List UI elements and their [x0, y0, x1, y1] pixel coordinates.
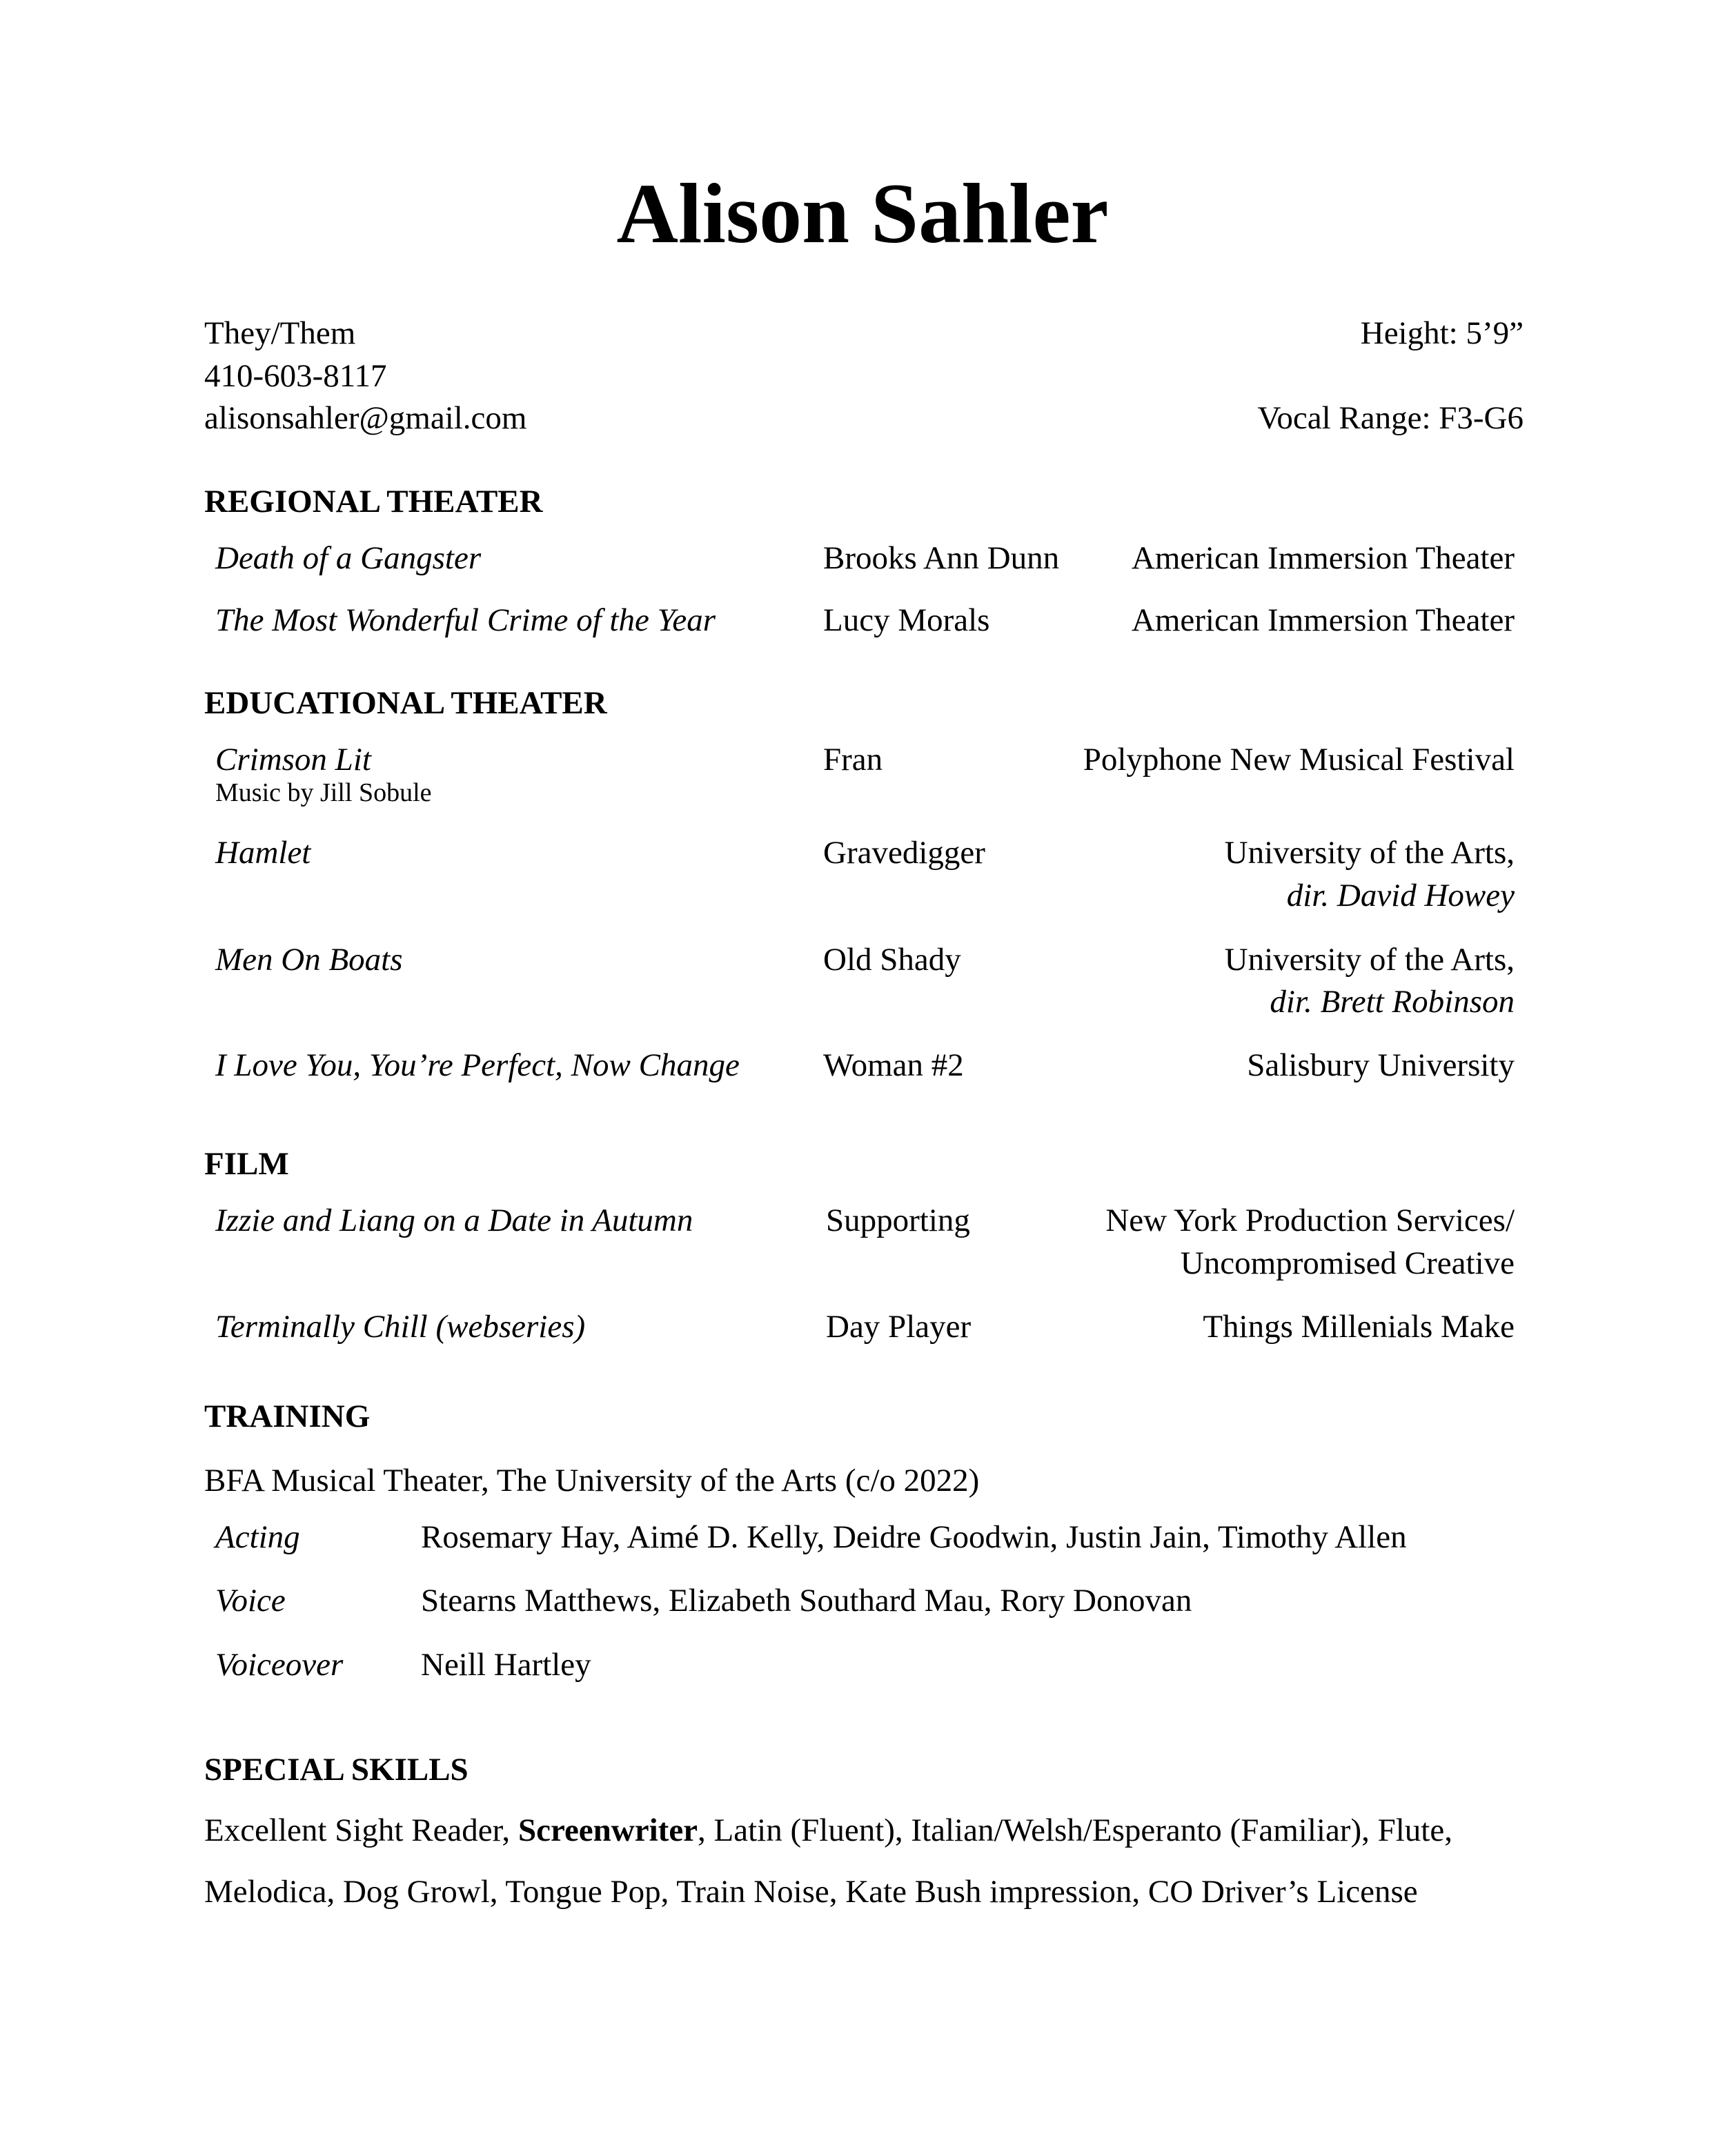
training-value: Neill Hartley: [421, 1647, 591, 1683]
resume-name: Alison Sahler: [616, 166, 1109, 261]
email-address: alisonsahler@gmail.com: [204, 400, 527, 436]
training-label: Acting: [215, 1519, 300, 1555]
skills-line-1: [204, 1814, 1452, 1847]
vocal-range: Vocal Range: F3-G6: [1257, 400, 1524, 436]
credit-company: University of the Arts,: [1224, 835, 1515, 871]
training-label: Voice: [215, 1583, 286, 1619]
credit-company: New York Production Services/: [1105, 1203, 1515, 1238]
credit-role: Gravedigger: [823, 835, 985, 871]
credit-company: American Immersion Theater: [1131, 540, 1515, 576]
height: Height: 5’9”: [1360, 315, 1524, 351]
credit-director: dir. Brett Robinson: [1270, 984, 1515, 1020]
credit-role: Woman #2: [823, 1047, 964, 1083]
training-label: Voiceover: [215, 1647, 344, 1683]
section-heading-skills: SPECIAL SKILLS: [204, 1752, 469, 1788]
section-heading-film: FILM: [204, 1146, 289, 1182]
credit-company: Polyphone New Musical Festival: [1083, 742, 1515, 778]
credit-role: Fran: [823, 742, 883, 778]
skills-text: , Latin (Fluent), Italian/Welsh/Esperanto (Familiar), Flute,: [698, 1812, 1452, 1848]
skills-text: Excellent Sight Reader,: [204, 1812, 518, 1848]
training-value: Stearns Matthews, Elizabeth Southard Mau, Rory Donovan: [421, 1583, 1192, 1619]
credit-company: University of the Arts,: [1224, 942, 1515, 978]
credit-title: Izzie and Liang on a Date in Autumn: [215, 1203, 693, 1238]
credit-title: Crimson Lit: [215, 742, 371, 778]
phone-number: 410-603-8117: [204, 358, 387, 394]
credit-title: Terminally Chill (webseries): [215, 1309, 586, 1345]
credit-role: Lucy Morals: [823, 602, 990, 638]
credit-director: dir. David Howey: [1286, 878, 1515, 913]
credit-title: I Love You, You’re Perfect, Now Change: [215, 1047, 740, 1083]
credit-role: Day Player: [826, 1309, 972, 1345]
credit-company: Things Millenials Make: [1203, 1309, 1515, 1345]
credit-note: Music by Jill Sobule: [215, 778, 432, 807]
credit-title: The Most Wonderful Crime of the Year: [215, 602, 716, 638]
credit-title: Men On Boats: [215, 942, 403, 978]
credit-title: Hamlet: [215, 835, 311, 871]
training-degree: BFA Musical Theater, The University of the Arts (c/o 2022): [204, 1463, 980, 1499]
pronouns: They/Them: [204, 315, 356, 351]
section-heading-training: TRAINING: [204, 1398, 371, 1434]
credit-company: American Immersion Theater: [1131, 602, 1515, 638]
section-heading-educational: EDUCATIONAL THEATER: [204, 685, 607, 721]
section-heading-regional: REGIONAL THEATER: [204, 484, 543, 520]
skills-line-2: Melodica, Dog Growl, Tongue Pop, Train Noise, Kate Bush impression, CO Driver’s License: [204, 1874, 1418, 1910]
credit-company-line2: Uncompromised Creative: [1180, 1245, 1515, 1281]
skills-highlight: Screenwriter: [518, 1812, 698, 1848]
training-value: Rosemary Hay, Aimé D. Kelly, Deidre Goodwin, Justin Jain, Timothy Allen: [421, 1519, 1407, 1555]
credit-role: Brooks Ann Dunn: [823, 540, 1060, 576]
credit-title: Death of a Gangster: [215, 540, 482, 576]
credit-company: Salisbury University: [1247, 1047, 1515, 1083]
credit-role: Supporting: [826, 1203, 970, 1238]
credit-role: Old Shady: [823, 942, 961, 978]
